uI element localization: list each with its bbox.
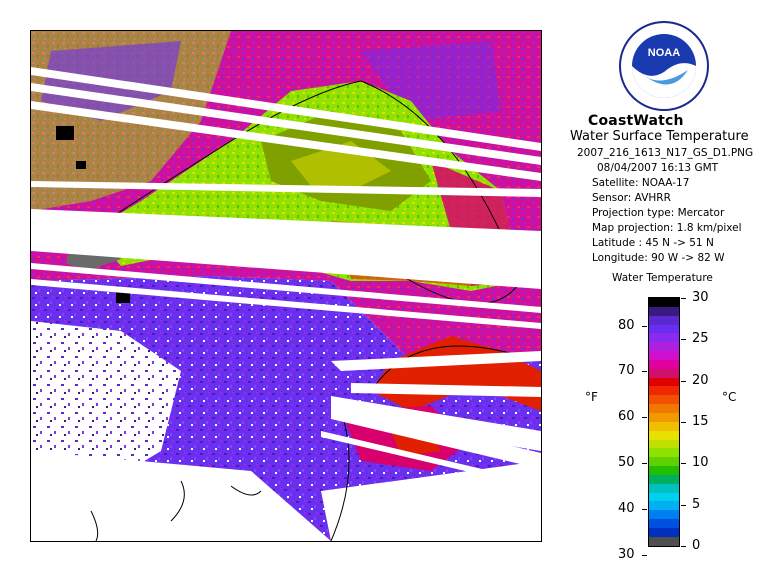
- fahrenheit-tick-label: 80: [618, 317, 635, 333]
- meta-latitude: Latitude : 45 N -> 51 N: [592, 237, 714, 249]
- colorbar-segment: [649, 422, 679, 431]
- unit-celsius: °C: [722, 390, 737, 404]
- celsius-tick-mark: [681, 505, 686, 506]
- fahrenheit-tick-label: 30: [618, 547, 635, 563]
- colorbar-segment: [649, 493, 679, 502]
- meta-map-projection: Map projection: 1.8 km/pixel: [592, 222, 742, 234]
- celsius-tick-mark: [681, 298, 686, 299]
- celsius-tick-mark: [681, 422, 686, 423]
- colorbar-segment: [649, 386, 679, 395]
- unit-fahrenheit: °F: [585, 390, 598, 404]
- celsius-tick-mark: [681, 463, 686, 464]
- celsius-tick-label: 5: [692, 496, 701, 512]
- colorbar-segment: [649, 510, 679, 519]
- fahrenheit-tick-mark: [642, 371, 647, 372]
- colorbar-segment: [649, 369, 679, 378]
- fahrenheit-tick-mark: [642, 417, 647, 418]
- fahrenheit-tick-mark: [642, 463, 647, 464]
- colorbar-segment: [649, 298, 679, 307]
- colorbar-segment: [649, 342, 679, 351]
- celsius-tick-label: 0: [692, 538, 701, 553]
- colorbar-segment: [649, 475, 679, 484]
- colorbar-segment: [649, 378, 679, 387]
- fahrenheit-tick-label: 60: [618, 409, 635, 425]
- colorbar-segment: [649, 395, 679, 404]
- celsius-tick-label: 20: [692, 372, 709, 388]
- noaa-logo-icon: [618, 20, 710, 112]
- celsius-tick-label: 25: [692, 331, 709, 347]
- colorbar-segment: [649, 466, 679, 475]
- colorbar-segment: [649, 484, 679, 493]
- temperature-colorbar: [648, 297, 680, 547]
- colorbar-segment: [649, 307, 679, 316]
- meta-projection-type: Projection type: Mercator: [592, 207, 725, 219]
- colorbar-segment: [649, 519, 679, 528]
- fahrenheit-tick-label: 70: [618, 363, 635, 379]
- celsius-tick-mark: [681, 381, 686, 382]
- colorbar-segment: [649, 404, 679, 413]
- satellite-map: [30, 30, 542, 542]
- fahrenheit-tick-mark: [642, 509, 647, 510]
- celsius-tick-label: 10: [692, 455, 709, 471]
- celsius-tick-label: 30: [692, 290, 709, 305]
- colorbar-segment: [649, 325, 679, 334]
- colorbar-segment: [649, 528, 679, 537]
- colorbar-segment: [649, 351, 679, 360]
- fahrenheit-tick-mark: [642, 326, 647, 327]
- meta-filename: 2007_216_1613_N17_GS_D1.PNG: [577, 147, 754, 159]
- fahrenheit-tick-mark: [642, 555, 647, 556]
- legend-title: Water Temperature: [612, 272, 713, 284]
- meta-longitude: Longitude: 90 W -> 82 W: [592, 252, 725, 264]
- colorbar-segment: [649, 316, 679, 325]
- celsius-tick-mark: [681, 546, 686, 547]
- celsius-tick-label: 15: [692, 414, 709, 429]
- logo-text: NOAA: [647, 47, 681, 59]
- celsius-tick-mark: [681, 339, 686, 340]
- sst-map-image: [31, 31, 541, 541]
- meta-datetime: 08/04/2007 16:13 GMT: [597, 162, 719, 174]
- colorbar-segment: [649, 457, 679, 466]
- fahrenheit-tick-label: 50: [618, 455, 635, 471]
- colorbar-segment: [649, 537, 679, 546]
- meta-satellite: Satellite: NOAA-17: [592, 177, 690, 189]
- colorbar-segment: [649, 333, 679, 342]
- colorbar-segment: [649, 501, 679, 510]
- meta-sensor: Sensor: AVHRR: [592, 192, 671, 204]
- brand-title: CoastWatch: [588, 113, 684, 129]
- colorbar-segment: [649, 413, 679, 422]
- product-title: Water Surface Temperature: [570, 129, 749, 144]
- colorbar-segment: [649, 440, 679, 449]
- fahrenheit-tick-label: 40: [618, 501, 635, 517]
- colorbar-segment: [649, 360, 679, 369]
- colorbar-segment: [649, 448, 679, 457]
- colorbar-segment: [649, 431, 679, 440]
